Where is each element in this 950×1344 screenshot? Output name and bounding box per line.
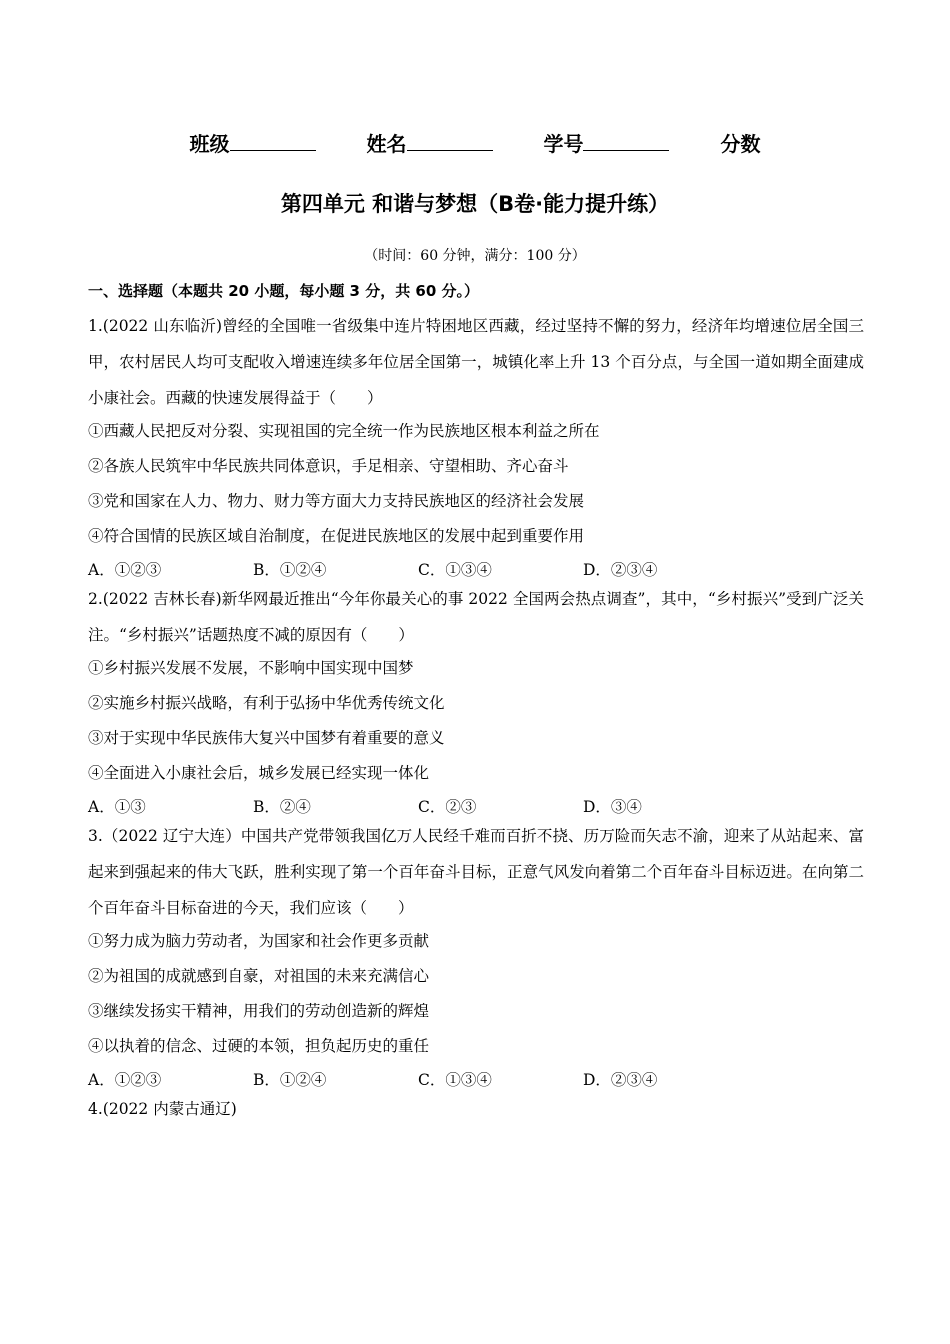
option-d: D．③④ xyxy=(583,798,642,816)
name-label: 姓名 xyxy=(366,132,407,156)
exam-content xyxy=(88,281,864,1125)
section-heading: 一、选择题（本题共 20 小题，每小题 3 分，共 60 分。） xyxy=(88,282,480,300)
option-d: D．②③④ xyxy=(583,1071,658,1089)
statement: ②各族人民筑牢中华民族共同体意识，手足相亲、守望相助、齐心奋斗 xyxy=(88,457,569,475)
question-2 xyxy=(88,581,864,824)
statement: ①西藏人民把反对分裂、实现祖国的完全统一作为民族地区根本利益之所在 xyxy=(88,422,600,440)
question-stem: 2.(2022 吉林长春)新华网最近推出“今年你最关心的事 2022 全国两会热点调查”，其中，“乡村振兴”受到广泛关注。“乡村振兴”话题热度不减的原因有（ ） xyxy=(88,590,864,644)
option-b: B．①②④ xyxy=(253,561,327,579)
option-b: B．②④ xyxy=(253,798,311,816)
statement: ③继续发扬实干精神，用我们的劳动创造新的辉煌 xyxy=(88,1002,430,1020)
class-blank xyxy=(230,132,316,151)
student-id-field xyxy=(543,128,669,157)
statement: ①努力成为脑力劳动者，为国家和社会作更多贡献 xyxy=(88,932,430,950)
question-3 xyxy=(88,818,864,1097)
student-info-line xyxy=(0,128,950,157)
option-a: A．①③ xyxy=(88,798,146,816)
option-d: D．②③④ xyxy=(583,561,658,579)
question-stem: 1.(2022 山东临沂)曾经的全国唯一省级集中连片特困地区西藏，经过坚持不懈的努力，经济年均增速位居全国三甲，农村居民人均可支配收入增速连续多年位居全国第一，城镇化率上升 13 个百分点，与全国一道如期全面建成小康社会。西藏的快速发展得益于（ ） xyxy=(88,317,864,407)
option-a: A．①②③ xyxy=(88,561,162,579)
question-stem: 4.(2022 内蒙古通辽) xyxy=(88,1100,237,1118)
score-label: 分数 xyxy=(720,132,761,156)
statement: ④全面进入小康社会后，城乡发展已经实现一体化 xyxy=(88,764,430,782)
statement: ③对于实现中华民族伟大复兴中国梦有着重要的意义 xyxy=(88,729,445,747)
exam-time-info: （时间：60 分钟，满分：100 分） xyxy=(364,248,586,264)
student-id-blank xyxy=(583,132,669,151)
option-c: C．①③④ xyxy=(418,561,492,579)
statement: ②实施乡村振兴战略，有利于弘扬中华优秀传统文化 xyxy=(88,694,445,712)
class-label: 班级 xyxy=(189,132,230,156)
statement: ④符合国情的民族区域自治制度，在促进民族地区的发展中起到重要作用 xyxy=(88,527,585,545)
class-field xyxy=(190,128,316,157)
student-id-label: 学号 xyxy=(543,132,584,156)
question-stem: 3.（2022 辽宁大连）中国共产党带领我国亿万人民经千难而百折不挠、历万险而矢志不渝，迎来了从站起来、富起来到强起来的伟大飞跃，胜利实现了第一个百年奋斗目标，正意气风发向着第二个百年奋斗目标迈进。在向第二个百年奋斗目标奋进的今天，我们应该（ ） xyxy=(88,827,864,917)
question-1 xyxy=(88,308,864,587)
option-c: C．②③ xyxy=(418,798,477,816)
option-c: C．①③④ xyxy=(418,1071,492,1089)
option-b: B．①②④ xyxy=(253,1071,327,1089)
statement: ④以执着的信念、过硬的本领，担负起历史的重任 xyxy=(88,1037,430,1055)
statement: ②为祖国的成就感到自豪，对祖国的未来充满信心 xyxy=(88,967,430,985)
score-field xyxy=(720,128,760,157)
statement: ①乡村振兴发展不发展，不影响中国实现中国梦 xyxy=(88,659,414,677)
statement: ③党和国家在人力、物力、财力等方面大力支持民族地区的经济社会发展 xyxy=(88,492,585,510)
name-field xyxy=(367,128,493,157)
page-title: 第四单元 和谐与梦想（B卷·能力提升练） xyxy=(280,192,670,216)
option-a: A．①②③ xyxy=(88,1071,162,1089)
name-blank xyxy=(407,132,493,151)
